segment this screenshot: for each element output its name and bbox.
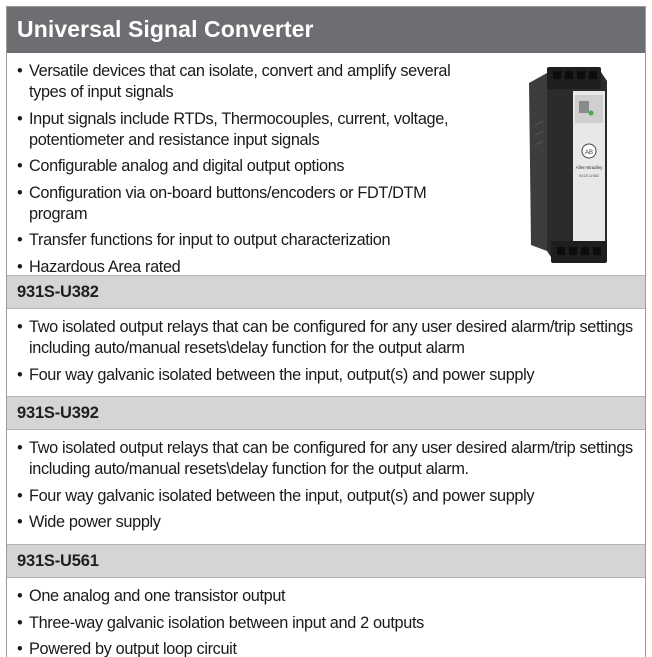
list-item: • Configuration via on-board buttons/encoders or FDT/DTM program [17,183,487,225]
page-title: Universal Signal Converter [17,16,314,42]
brand-text: Allen-Bradley [575,165,603,170]
model-text: 931S-U382 [578,173,600,178]
list-item: • One analog and one transistor output [17,586,645,607]
model-name: 931S-U392 [17,403,99,422]
product-spec-sheet [6,6,646,657]
model-name: 931S-U382 [17,282,99,301]
intro-bullet-list [7,61,487,278]
intro-section [7,53,645,275]
list-item: • Configurable analog and digital output options [17,156,487,177]
list-item: • Hazardous Area rated [17,257,487,278]
model-header-u382 [7,275,645,309]
list-item: • Three-way galvanic isolation between input and 2 outputs [17,613,645,634]
svg-text:AB: AB [584,150,594,156]
model-bullet-list [7,317,645,386]
title-bar [7,7,645,53]
list-item: • Wide power supply [17,512,645,533]
list-item: • Two isolated output relays that can be configured for any user desired alarm/trip settings including auto/manual resets\delay function for the output alarm. [17,438,645,480]
list-item: • Input signals include RTDs, Thermocouples, current, voltage, potentiometer and resistance input signals [17,109,487,151]
list-item: • Four way galvanic isolated between the input, output(s) and power supply [17,365,645,386]
model-header-u392 [7,396,645,430]
list-item: • Powered by output loop circuit [17,639,645,657]
list-item: • Four way galvanic isolated between the input, output(s) and power supply [17,486,645,507]
signal-converter-module-icon [525,65,613,265]
list-item: • Versatile devices that can isolate, convert and amplify several types of input signals [17,61,487,103]
model-header-u561 [7,544,645,578]
model-bullet-list [7,438,645,533]
model-section-u392 [7,430,645,544]
list-item: • Two isolated output relays that can be configured for any user desired alarm/trip settings including auto/manual resets\delay function for the output alarm [17,317,645,359]
model-section-u561 [7,578,645,657]
model-name: 931S-U561 [17,551,99,570]
model-bullet-list [7,586,645,657]
list-item: • Transfer functions for input to output characterization [17,230,487,251]
model-section-u382 [7,309,645,396]
